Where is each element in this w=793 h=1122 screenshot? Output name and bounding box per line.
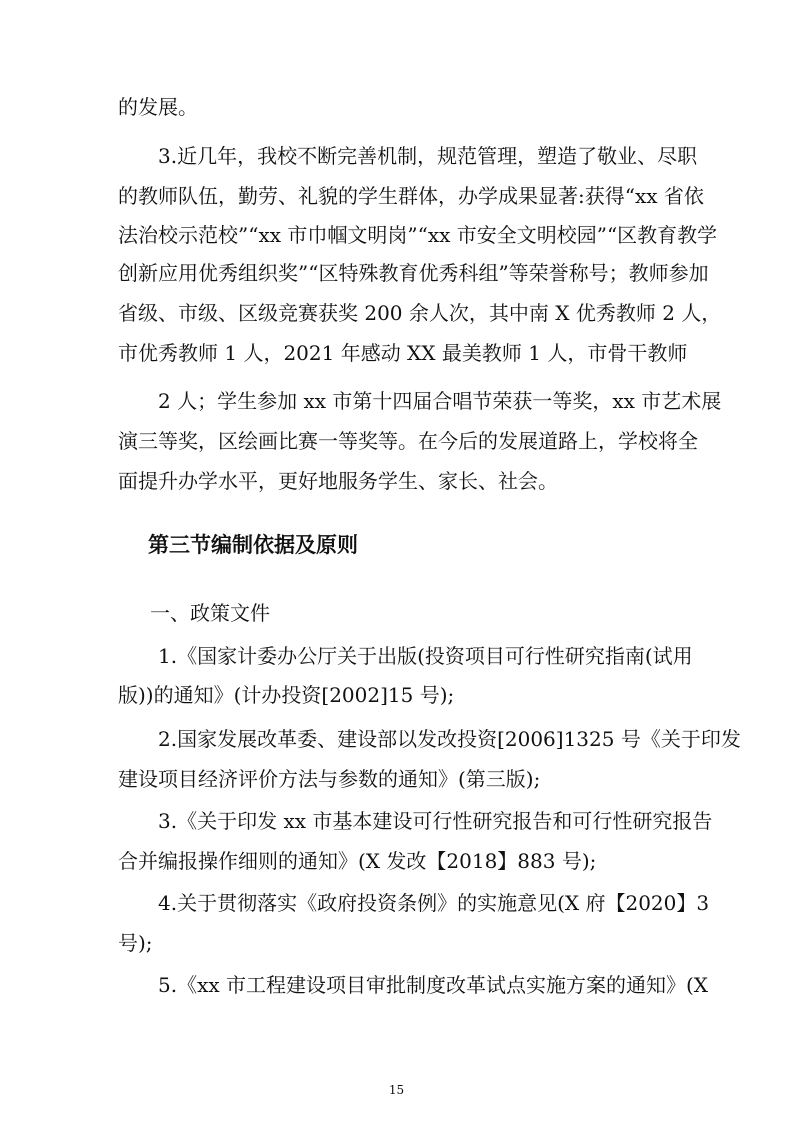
text-line: 的发展。	[118, 95, 198, 119]
policy-item-line: 1.《国家计委办公厅关于出版(投资项目可行性研究指南(试用	[158, 644, 693, 668]
policy-item-line: 号);	[118, 931, 153, 955]
policy-item-line: 合并编报操作细则的通知》(X 发改【2018】883 号);	[118, 849, 597, 873]
policy-item-line: 建设项目经济评价方法与参数的通知》(第三版);	[118, 767, 541, 791]
text-line: 的教师队伍，勤劳、礼貌的学生群体，办学成果显著:获得“xx 省依	[118, 184, 704, 208]
policy-item-line: 4.关于贯彻落实《政府投资条例》的实施意见(X 府【2020】3	[158, 891, 710, 915]
text-line: 演三等奖，区绘画比赛一等奖等。在今后的发展道路上，学校将全	[118, 429, 698, 453]
subsection-heading: 一、政策文件	[150, 601, 270, 625]
text-line: 面提升办学水平，更好地服务学生、家长、社会。	[118, 469, 558, 493]
text-line: 3.近几年，我校不断完善机制，规范管理，塑造了敬业、尽职	[158, 144, 698, 168]
policy-item-line: 版))的通知》(计办投资[2002]15 号);	[118, 683, 455, 707]
text-line: 2 人；学生参加 xx 市第十四届合唱节荣获一等奖，xx 市艺术展	[158, 389, 722, 413]
policy-item-line: 3.《关于印发 xx 市基本建设可行性研究报告和可行性研究报告	[158, 809, 713, 833]
text-line: 市优秀教师 1 人，2021 年感动 XX 最美教师 1 人，市骨干教师	[118, 341, 688, 365]
policy-item-line: 2.国家发展改革委、建设部以发改投资[2006]1325 号《关于印发	[158, 727, 741, 751]
page-number: 15	[388, 1083, 405, 1097]
text-line: 创新应用优秀组织奖”“区特殊教育优秀科组”等荣誉称号；教师参加	[118, 261, 709, 285]
section-heading: 第三节编制依据及原则	[148, 532, 358, 557]
text-line: 法治校示范校”“xx 市巾帼文明岗”“xx 市安全文明校园”“区教育教学	[118, 223, 718, 247]
text-line: 省级、市级、区级竞赛获奖 200 余人次，其中南 X 优秀教师 2 人，	[118, 301, 722, 325]
policy-item-line: 5.《xx 市工程建设项目审批制度改革试点实施方案的通知》(X	[158, 973, 709, 997]
